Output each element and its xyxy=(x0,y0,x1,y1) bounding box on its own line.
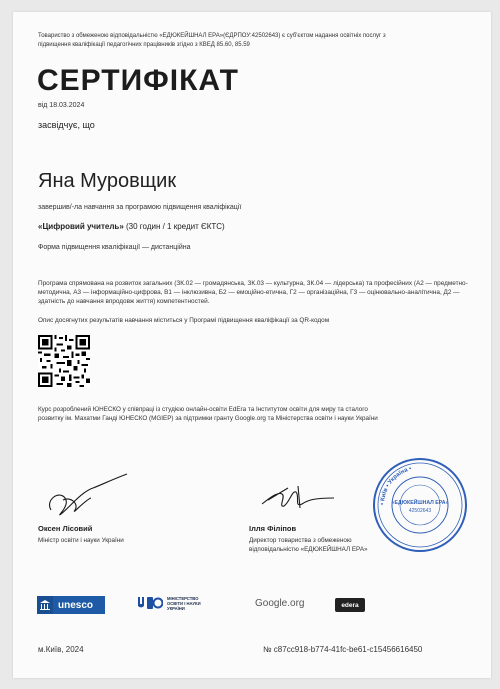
issue-date: від 18.03.2024 xyxy=(38,102,85,109)
recipient-name: Яна Муровщик xyxy=(38,170,177,192)
signature-1 xyxy=(41,470,131,522)
certificate-page xyxy=(13,12,491,678)
program-title: «Цифровий учитель» xyxy=(38,222,124,231)
ministry-text: МІНІСТЕРСТВО ОСВІТИ І НАУКИ УКРАЇНИ xyxy=(167,595,201,611)
google-org-logo: Google.org xyxy=(255,598,305,609)
unesco-text: unesco xyxy=(58,599,94,611)
stamp-code-text: 42502643 xyxy=(408,508,432,514)
ministry-logo xyxy=(135,595,215,611)
certificate-title: СЕРТИФІКАТ xyxy=(37,64,239,97)
ministry-emblem-icon xyxy=(135,595,163,611)
city-year: м.Київ, 2024 xyxy=(38,645,84,654)
program-hours: (30 годин / 1 кредит ЄКТС) xyxy=(123,222,225,231)
temple-icon xyxy=(37,596,53,614)
stamp-ring-text: • Київ • Україна • xyxy=(379,466,413,506)
qr-note: Опис досягнутих результатів навчання міститься у Програмі підвищення кваліфікації за QR-кодом xyxy=(38,317,330,324)
unesco-logo xyxy=(37,596,105,614)
signer-1-name: Оксен Лісовий xyxy=(38,524,93,533)
stamp-center-text: «ЕДЮКЕЙШНАЛ ЕРА» xyxy=(391,500,449,506)
qr-code[interactable] xyxy=(38,335,90,387)
signer-1 xyxy=(38,524,124,546)
partner-logos xyxy=(13,594,491,618)
form-text: Форма підвищення кваліфікації — дистанційна xyxy=(38,244,191,251)
signer-1-role: Міністр освіти і науки України xyxy=(38,537,124,544)
signer-2-name: Ілля Філіпов xyxy=(249,524,297,533)
program-description: Програма спрямована на розвиток загальних (ЗК.02 — громадянська, ЗК.03 — культурна, ЗК.04 — лідерська) та професійних (А2 — предметно-методична, А3 — інформаційно-цифрова, В1 — інклюзивна, Б2 — емоційно-етична, Г2 — організаційна, Г3 — оцінювально-аналітична, Д2 — здатність до навчання впродовж життя) компетентностей. xyxy=(38,280,468,305)
completed-text: завершив/-ла навчання за програмою підвищення кваліфікації xyxy=(38,204,242,211)
certifies-text: засвідчує, що xyxy=(38,120,95,130)
edera-logo: edera xyxy=(335,598,365,612)
signer-2-role: Директор товариства з обмеженою відповідальністю «ЕДЮКЕЙШНАЛ ЕРА» xyxy=(249,537,368,553)
certificate-number: № c87cc918-b774-41fc-be61-c15456616450 xyxy=(263,645,423,654)
course-info: Курс розроблений ЮНЕСКО у співпраці із студією онлайн-освіти EdEra та Інститутом освіти для миру та сталого розвитку ім. Махатми Ганді ЮНЕСКО (MGIEP) за підтримки гранту Google.org та Міністерства освіти і науки України xyxy=(38,406,378,422)
issuer-text: Товариство з обмеженою відповідальністю «ЕДЮКЕЙШНАЛ ЕРА»(ЄДРПОУ:42502643) є суб'єктом надання освітніх послуг з підвищення кваліфікації педагогічних працівників згідно з КВЕД 85.60, 85.59 xyxy=(38,33,386,48)
signature-2 xyxy=(258,478,338,518)
company-stamp xyxy=(372,457,468,553)
program-line xyxy=(38,222,225,231)
